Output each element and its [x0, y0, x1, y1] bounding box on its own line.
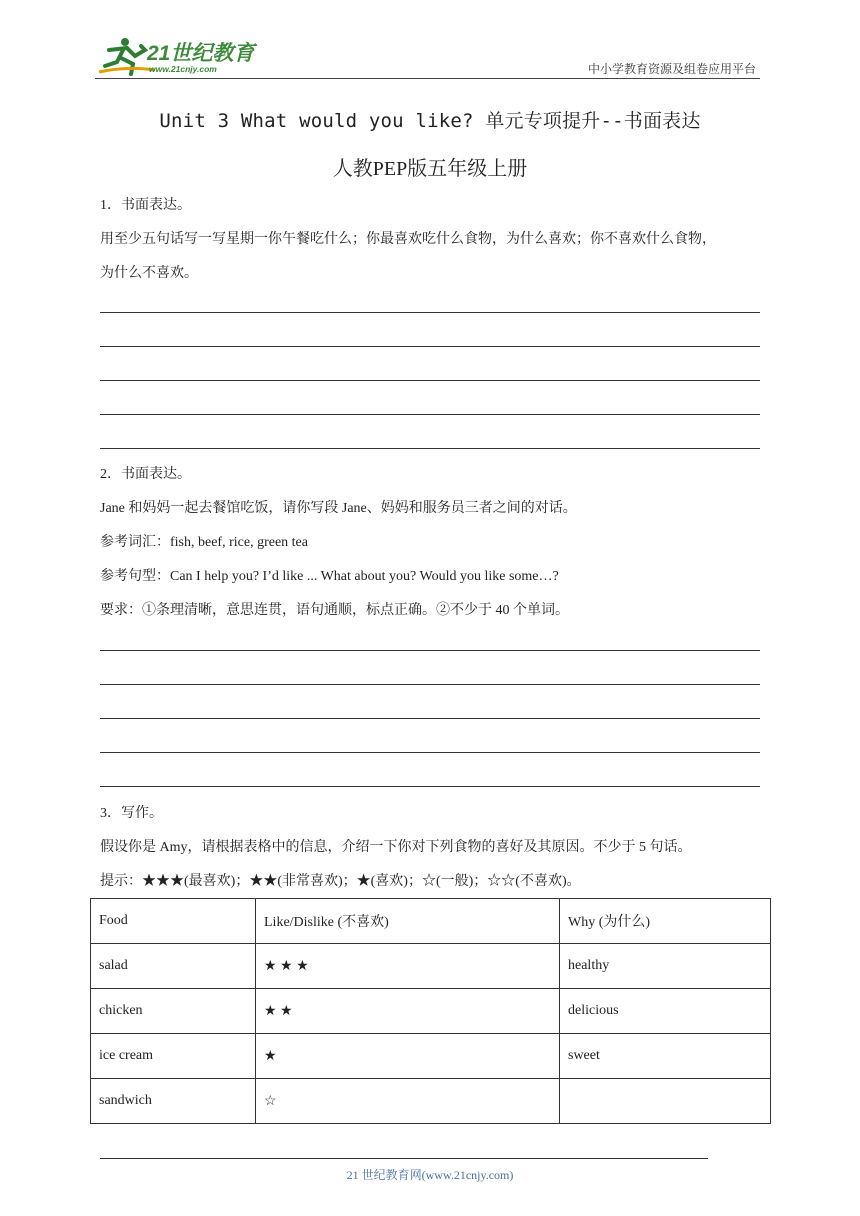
- table-cell-reason[interactable]: [560, 1079, 771, 1124]
- table-cell-food: salad: [91, 944, 256, 989]
- q1-answer-line[interactable]: [100, 380, 760, 381]
- q1-answer-line[interactable]: [100, 312, 760, 313]
- q3-hint: 提示：★★★(最喜欢)；★★(非常喜欢)；★(喜欢)；☆(一般)；☆☆(不喜欢)。: [100, 874, 581, 889]
- q1-heading: 1．书面表达。: [100, 198, 191, 213]
- footer-divider: [100, 1158, 708, 1159]
- table-row: [91, 944, 771, 989]
- table-row: [91, 1034, 771, 1079]
- table-cell-rating: ★ ★: [256, 989, 560, 1034]
- q2-answer-line[interactable]: [100, 684, 760, 685]
- table-header-row: [91, 899, 771, 944]
- page-subtitle: 人教PEP版五年级上册: [332, 158, 528, 180]
- food-preference-table: [90, 898, 771, 1124]
- q1-prompt-line2: 为什么不喜欢。: [100, 266, 198, 281]
- page-title: Unit 3 What would you like? 单元专项提升--书面表达: [159, 110, 701, 132]
- svg-text:www.21cnjy.com: www.21cnjy.com: [149, 64, 217, 74]
- table-header-cell: Food: [91, 899, 256, 944]
- table-cell-reason: healthy: [560, 944, 771, 989]
- header-divider: [95, 78, 760, 79]
- site-logo: [95, 36, 265, 78]
- q2-heading: 2．书面表达。: [100, 467, 191, 482]
- q2-answer-line[interactable]: [100, 752, 760, 753]
- table-header-cell: Why (为什么): [560, 899, 771, 944]
- table-cell-food: chicken: [91, 989, 256, 1034]
- q2-answer-line[interactable]: [100, 650, 760, 651]
- q2-vocab: 参考词汇：fish, beef, rice, green tea: [100, 535, 308, 550]
- runner-logo-icon: [95, 36, 265, 78]
- table-cell-rating: ★: [256, 1034, 560, 1079]
- q1-prompt-line1: 用至少五句话写一写星期一你午餐吃什么；你最喜欢吃什么食物，为什么喜欢；你不喜欢什么食物，: [100, 232, 716, 247]
- platform-name: 中小学教育资源及组卷应用平台: [587, 62, 756, 76]
- q1-answer-line[interactable]: [100, 346, 760, 347]
- table-cell-food: sandwich: [91, 1079, 256, 1124]
- table-cell-reason: sweet: [560, 1034, 771, 1079]
- table-cell-rating: ★ ★ ★: [256, 944, 560, 989]
- q3-heading: 3．写作。: [100, 806, 163, 821]
- q3-prompt: 假设你是 Amy，请根据表格中的信息，介绍一下你对下列食物的喜好及其原因。不少于 5 句话。: [100, 840, 692, 855]
- table-row: [91, 1079, 771, 1124]
- table-cell-rating: ☆: [256, 1079, 560, 1124]
- q1-answer-line[interactable]: [100, 414, 760, 415]
- q2-sentence-patterns: 参考句型：Can I help you? I’d like ... What about you? Would you like some…?: [100, 569, 559, 584]
- footer-link[interactable]: 21 世纪教育网(www.21cnjy.com): [346, 1168, 514, 1182]
- table-cell-reason: delicious: [560, 989, 771, 1034]
- q2-requirements: 要求：①条理清晰，意思连贯，语句通顺，标点正确。②不少于 40 个单词。: [100, 603, 569, 618]
- table-cell-food: ice cream: [91, 1034, 256, 1079]
- q2-answer-line[interactable]: [100, 786, 760, 787]
- q1-answer-line[interactable]: [100, 448, 760, 449]
- q2-prompt-line1: Jane 和妈妈一起去餐馆吃饭，请你写段 Jane、妈妈和服务员三者之间的对话。: [100, 501, 577, 516]
- table-header-cell: Like/Dislike (不喜欢): [256, 899, 560, 944]
- q2-answer-line[interactable]: [100, 718, 760, 719]
- svg-text:21世纪教育: 21世纪教育: [147, 42, 255, 65]
- table-row: [91, 989, 771, 1034]
